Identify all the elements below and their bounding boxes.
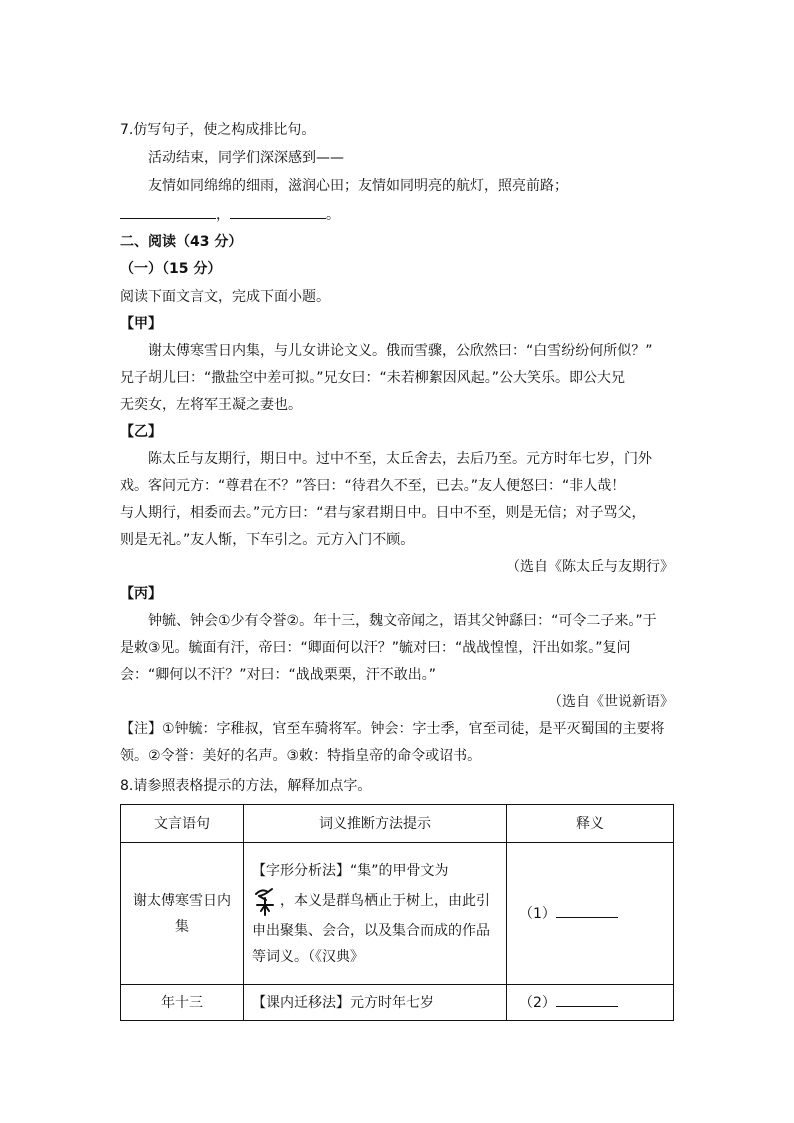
q7-blank-1[interactable]: [120, 204, 216, 219]
yi-line: 戏。客问元方：“尊君在不？”答曰：“待君久不至，已去。”友人便怒曰：“非人哉！: [120, 478, 626, 494]
yi-line: 与人期行，相委而去。”元方曰：“君与家君期日中。日中不至，则是无信；对子骂父，: [120, 505, 646, 521]
jia-label: 【甲】: [120, 316, 162, 332]
yi-line: 则是无礼。”友人惭，下车引之。元方入门不顾。: [120, 532, 415, 548]
q7-answer-row: [120, 204, 340, 225]
answer-cell: [507, 985, 674, 1021]
table-row: [121, 985, 674, 1021]
hint-cell: [244, 843, 507, 985]
hint-line: 申出聚集、会合，以及集合而成的作品: [252, 922, 490, 939]
q7-end-mark: 。: [326, 207, 340, 223]
jia-line: 无奕女，左将军王凝之妻也。: [120, 397, 302, 413]
table-header-row: [121, 805, 674, 843]
q8-title: 8.请参照表格提示的方法，解释加点字。: [120, 778, 372, 794]
jia-line: 兄子胡儿曰：“撒盐空中差可拟。”兄女曰：“未若柳絮因风起。”公大笑乐。即公大兄: [120, 370, 626, 386]
bing-label: 【丙】: [120, 586, 162, 602]
sentence-line: 谢太傅寒雪日内: [133, 892, 231, 909]
oracle-bone-ji-glyph-icon: [252, 884, 278, 918]
header-cell: 释义: [507, 805, 674, 843]
header-cell: 文言语句: [121, 805, 244, 843]
note-line: 领。②令誉：美好的名声。③敕：特指皇帝的命令或诏书。: [120, 748, 482, 764]
jia-line: 谢太傅寒雪日内集，与儿女讲论文义。俄而雪骤，公欣然曰：“白雪纷纷何所似？”: [148, 343, 653, 359]
yi-label: 【乙】: [120, 424, 162, 440]
sentence-cell: [121, 843, 244, 985]
table-row: [121, 843, 674, 985]
part1-title: （一）（15 分）: [120, 261, 222, 277]
part1-instruction: 阅读下面文言文，完成下面小题。: [120, 289, 330, 305]
note-line: 【注】①钟毓：字稚叔，官至车骑将军。钟会：字士季，官至司徒，是平灭蜀国的主要将: [120, 721, 665, 737]
bing-line: 钟毓、钟会①少有令誉②。年十三，魏文帝闻之，语其父钟繇曰：“可令二子来。”于: [148, 613, 657, 629]
bing-line: 会：“卿何以不汗？”对曰：“战战栗栗，汗不敢出。”: [120, 667, 437, 683]
q7-title: 7.仿写句子，使之构成排比句。: [120, 122, 316, 138]
section-title: 二、阅读（43 分）: [120, 234, 243, 250]
answer-label: （1）: [519, 905, 556, 922]
yi-line: 陈太丘与友期行，期日中。过中不至，太丘舍去，去后乃至。元方时年七岁，门外: [148, 451, 652, 467]
hint-line: 等词义。（《汉典》: [252, 948, 364, 965]
q7-blank-2[interactable]: [230, 204, 326, 219]
q7-lead: 活动结束，同学们深深感到——: [148, 150, 344, 166]
q7-example: 友情如同绵绵的细雨，滋润心田；友情如同明亮的航灯，照亮前路；: [148, 178, 568, 194]
bing-line: 是敕③见。毓面有汗，帝曰：“卿面何以汗？”毓对曰：“战战惶惶，汗出如浆。”复问: [120, 640, 631, 656]
q7-separator: ，: [216, 207, 230, 223]
hint-line: 【字形分析法】“集”的甲骨文为: [252, 862, 449, 879]
answer-blank-2[interactable]: [556, 992, 618, 1007]
hint-line: ，本义是群鸟栖止于树上，由此引: [252, 884, 498, 918]
answer-blank-1[interactable]: [556, 903, 618, 918]
answer-cell: [507, 843, 674, 985]
answer-label: （2）: [519, 994, 556, 1011]
hint-cell: 【课内迁移法】元方时年七岁: [244, 985, 507, 1021]
header-cell: 词义推断方法提示: [244, 805, 507, 843]
bing-source: （选自《世说新语》: [548, 694, 674, 710]
sentence-line: 集: [175, 918, 189, 935]
vocab-table: [120, 804, 674, 1021]
yi-source: （选自《陈太丘与友期行》: [506, 559, 674, 575]
sentence-cell: 年十三: [121, 985, 244, 1021]
